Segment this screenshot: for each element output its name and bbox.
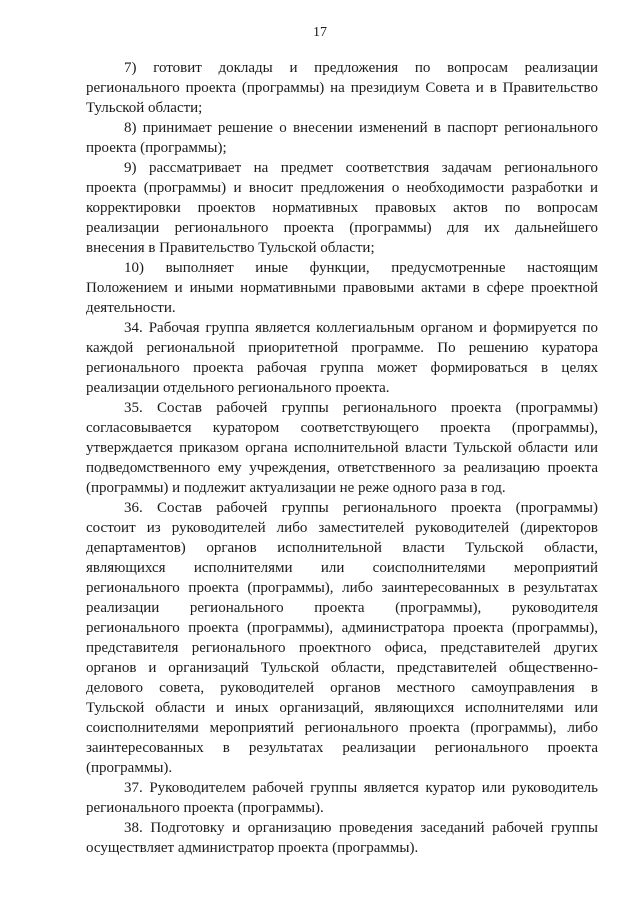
document-body xyxy=(86,58,598,858)
text-line: состоит из руководителей либо заместителей руководителей (директоров xyxy=(86,520,598,536)
text-line: 36. Состав рабочей группы регионального проекта (программы) xyxy=(124,500,598,516)
text-line: соисполнителями мероприятий регионального проекта (программы), либо xyxy=(86,720,598,736)
text-line: проекта (программы); xyxy=(86,140,227,156)
paragraph-p36 xyxy=(86,498,598,778)
text-line: деятельности. xyxy=(86,300,176,316)
text-line: являющихся исполнителями или соисполнителями мероприятий xyxy=(86,560,598,576)
text-line: 7) готовит доклады и предложения по вопросам реализации xyxy=(124,60,598,76)
text-line: 34. Рабочая группа является коллегиальным органом и формируется по xyxy=(124,320,598,336)
text-line: Тульской области; xyxy=(86,100,203,116)
paragraph-p8 xyxy=(86,118,598,158)
text-line: реализации регионального проекта (программы), руководителя xyxy=(86,600,598,616)
text-line: 37. Руководителем рабочей группы является куратор или руководитель xyxy=(124,780,598,796)
text-line: 10) выполняет иные функции, предусмотренные настоящим xyxy=(124,260,598,276)
text-line: Тульской области и иных организаций, являющихся исполнителями или xyxy=(86,700,598,716)
text-line: регионального проекта (программы), либо заинтересованных в результатах xyxy=(86,580,598,596)
text-line: 9) рассматривает на предмет соответствия задачам регионального xyxy=(124,160,598,176)
paragraph-p9 xyxy=(86,158,598,258)
text-line: регионального проекта (программы) на президиум Совета и в Правительство xyxy=(86,80,598,96)
text-line: осуществляет администратор проекта (программы). xyxy=(86,840,419,856)
text-line: органов и организаций Тульской области, представителей общественно- xyxy=(86,660,598,676)
text-line: регионального проекта (программы). xyxy=(86,800,324,816)
text-line: заинтересованных в результатах реализации регионального проекта xyxy=(86,740,598,756)
text-line: регионального проекта рабочая группа может формироваться в целях xyxy=(86,360,598,376)
text-line: реализации регионального проекта (программы) для их дальнейшего xyxy=(86,220,598,236)
text-line: (программы). xyxy=(86,760,173,776)
page-number: 17 xyxy=(313,25,327,40)
text-line: внесения в Правительство Тульской области; xyxy=(86,240,375,256)
text-line: корректировки проектов нормативных правовых актов по вопросам xyxy=(86,200,598,216)
paragraph-p37 xyxy=(86,778,598,818)
text-line: подведомственного ему учреждения, ответственного за реализацию проекта xyxy=(86,460,598,476)
text-line: реализации отдельного регионального проекта. xyxy=(86,380,390,396)
text-line: 35. Состав рабочей группы регионального проекта (программы) xyxy=(124,400,598,416)
text-line: регионального проекта (программы), администратора проекта (программы), xyxy=(86,620,598,636)
text-line: каждой региональной приоритетной программе. По решению куратора xyxy=(86,340,598,356)
paragraph-p34 xyxy=(86,318,598,398)
paragraph-p10 xyxy=(86,258,598,318)
text-line: делового совета, руководителей органов местного самоуправления в xyxy=(86,680,598,696)
text-line: Положением и иными нормативными правовыми актами в сфере проектной xyxy=(86,280,598,296)
text-line: согласовывается куратором соответствующего проекта (программы), xyxy=(86,420,598,436)
text-line: департаментов) органов исполнительной власти Тульской области, xyxy=(86,540,598,556)
text-line: 8) принимает решение о внесении изменений в паспорт регионального xyxy=(124,120,598,136)
paragraph-p35 xyxy=(86,398,598,498)
paragraph-p38 xyxy=(86,818,598,858)
text-line: утверждается приказом органа исполнительной власти Тульской области или xyxy=(86,440,598,456)
text-line: представителя регионального проектного офиса, представителей других xyxy=(86,640,598,656)
text-line: (программы) и подлежит актуализации не реже одного раза в год. xyxy=(86,480,506,496)
text-line: 38. Подготовку и организацию проведения заседаний рабочей группы xyxy=(124,820,598,836)
text-line: проекта (программы) и вносит предложения о необходимости разработки и xyxy=(86,180,598,196)
paragraph-p7 xyxy=(86,58,598,118)
